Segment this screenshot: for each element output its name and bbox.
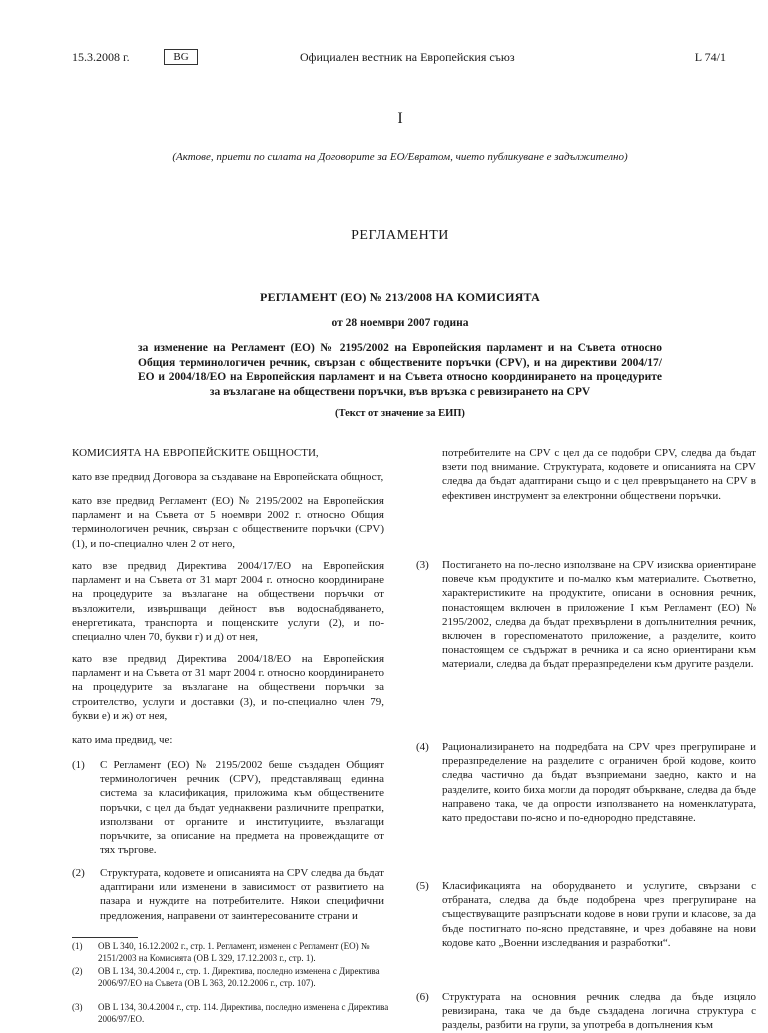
language-badge: BG — [164, 49, 198, 65]
regulation-title: РЕГЛАМЕНТ (ЕО) № 213/2008 НА КОМИСИЯТА — [260, 290, 540, 304]
recital-treaty: като взе предвид Договора за създаване на Европейската общност, — [72, 471, 384, 483]
commission-heading: КОМИСИЯТА НА ЕВРОПЕЙСКИТЕ ОБЩНОСТИ, — [72, 447, 319, 459]
recital-number: (2) — [72, 867, 85, 879]
regulation-date: от 28 ноември 2007 година — [331, 317, 469, 329]
footnote-1: (1) ОВ L 340, 16.12.2002 г., стр. 1. Регламент, изменен с Регламент (ЕО) № 2151/2003 на Комисията (ОВ L 329, 17.12.2003 г., стр. 1). — [72, 941, 370, 963]
eea-relevance: (Текст от значение за ЕИП) — [335, 408, 465, 419]
section-heading: РЕГЛАМЕНТИ — [351, 228, 449, 243]
journal-title: Официален вестник на Европейския съюз — [300, 50, 515, 64]
recital-number: (3) — [416, 559, 429, 571]
footnote-3: (3) ОВ L 134, 30.4.2004 г., стр. 114. Директива, последно изменена с Директива 2006/97/ЕО. — [72, 1002, 389, 1024]
recital-number: (5) — [416, 880, 429, 892]
footnote-separator — [72, 937, 138, 938]
recital-4: Рационализирането на подредбата на CPV чрез прегрупиране и преразпределение на разделите с ограничен брой кодове, които следва частично да бъдат възприемани заедно, както и на разделите, които биха могли да породят объркване, следва да бъде направено така, че да опрости използването на номенклатурата, като предостави по-ясно и по-еднородно представяне. — [442, 741, 756, 825]
publication-date: 15.3.2008 г. — [72, 50, 130, 64]
regulation-subject: за изменение на Регламент (ЕО) № 2195/2002 на Европейския парламент и на Съвета относно Общия терминологичен речник, свързан с обществените поръчки (CPV), и на директиви 2004/17/ЕО и 2004/18/ЕО на Европейския парламент и на Съвета относно координирането на процедурите за възлагане на обществени поръчки, във връзка с ревизирането на CPV — [138, 342, 662, 398]
recital-number: (6) — [416, 991, 429, 1003]
page-number: L 74/1 — [694, 50, 726, 64]
recital-directive-18: като взе предвид Директива 2004/18/ЕО на Европейския парламент и на Съвета от 31 март 2004 г. относно координирането на процедурите за възлагане на обществени поръчки за строителство, услуги и доставки (3), и по-специално член 79, букви е) и ж) от нея, — [72, 653, 384, 722]
recital-regulation-2195: като взе предвид Регламент (ЕО) № 2195/2002 на Европейския парламент и на Съвета от 5 ноември 2002 г. относно Общия терминологичен речник, свързан с обществените поръчки (CPV) (1), и по-специално член 2 от него, — [72, 495, 384, 550]
recital-6: Структурата на основния речник следва да бъде изцяло ревизирана, така че да бъде създадена логична структура с разделы, разбити на групи, за употреба в допълнения към — [442, 991, 756, 1032]
recital-number: (1) — [72, 759, 85, 771]
recital-number: (4) — [416, 741, 429, 753]
recital-directive-17: като взе предвид Директива 2004/17/ЕО на Европейския парламент и на Съвета от 31 март 2004 г. относно координиране на процедурите за възлагане на обществени поръчки от възложители, извършващи дейност във водоснабдяването, енергетиката, транспорта и пощенските услуги (2), и по-специално член 70, букви г) и д) от нея, — [72, 560, 384, 644]
whereas-intro: като има предвид, че: — [72, 734, 173, 746]
page-header — [72, 50, 726, 68]
recital-2-continued: потребителите на CPV с цел да се подобри CPV, следва да бъдат взети под внимание. Структурата, кодовете и описанията на CPV следва да бъдат адаптирани също и с цел превръщането на CPV в ефективен инструмент за електронни обществени поръчки. — [442, 447, 756, 502]
acts-note: (Актове, приети по силата на Договорите за ЕО/Евратом, чието публикуване е задължително) — [172, 151, 628, 163]
recital-3: Постигането на по-лесно използване на CPV изисква ориентиране повече към продуктите и по-малко към материалите. Съответно, характеристиките на продуктите, описани в основния речник, понастоящем включен в приложение I към Регламент (ЕО) № 2195/2002, следва да бъдат прехвърлени в допълнителния речник, включен в гореспоменатото приложение, а разделите, които понастоящем се съдържат в речника и са ясно ориентирани към материали, следва да бъдат преразпределени към другите раздели. — [442, 559, 756, 671]
recital-2: Структурата, кодовете и описанията на CPV следва да бъдат адаптирани или изменени в зависимост от развитието на пазара и нуждите на потребителите. Някои специфични предложения, направени от заинтересованите страни и — [100, 867, 384, 922]
section-roman-numeral: I — [397, 110, 403, 127]
recital-1: С Регламент (ЕО) № 2195/2002 беше създаден Общият терминологичен речник (CPV), представляващ единна система за класификация, приложима към обществените поръчки, с цел да бъдат уеднаквени различните препратки, използвани от органите и институциите, възлагащи поръчките, за описание на предмета на провеждащите от тях търгове. — [100, 759, 384, 857]
recital-5: Класификацията на оборудването и услугите, свързани с отбраната, следва да бъде подобрена чрез прегрупиране на съществуващите разпръснати кодове в нови групи и класове, за да бъде постигнато по-ясно представяне, и чрез добавяне на нови кодове като „Военни изследвания и разработки“. — [442, 880, 756, 949]
footnote-2: (2) ОВ L 134, 30.4.2004 г., стр. 1. Директива, последно изменена с Директива 2006/97/ЕО на Съвета (ОВ L 363, 20.12.2006 г., стр. 107). — [72, 966, 380, 988]
